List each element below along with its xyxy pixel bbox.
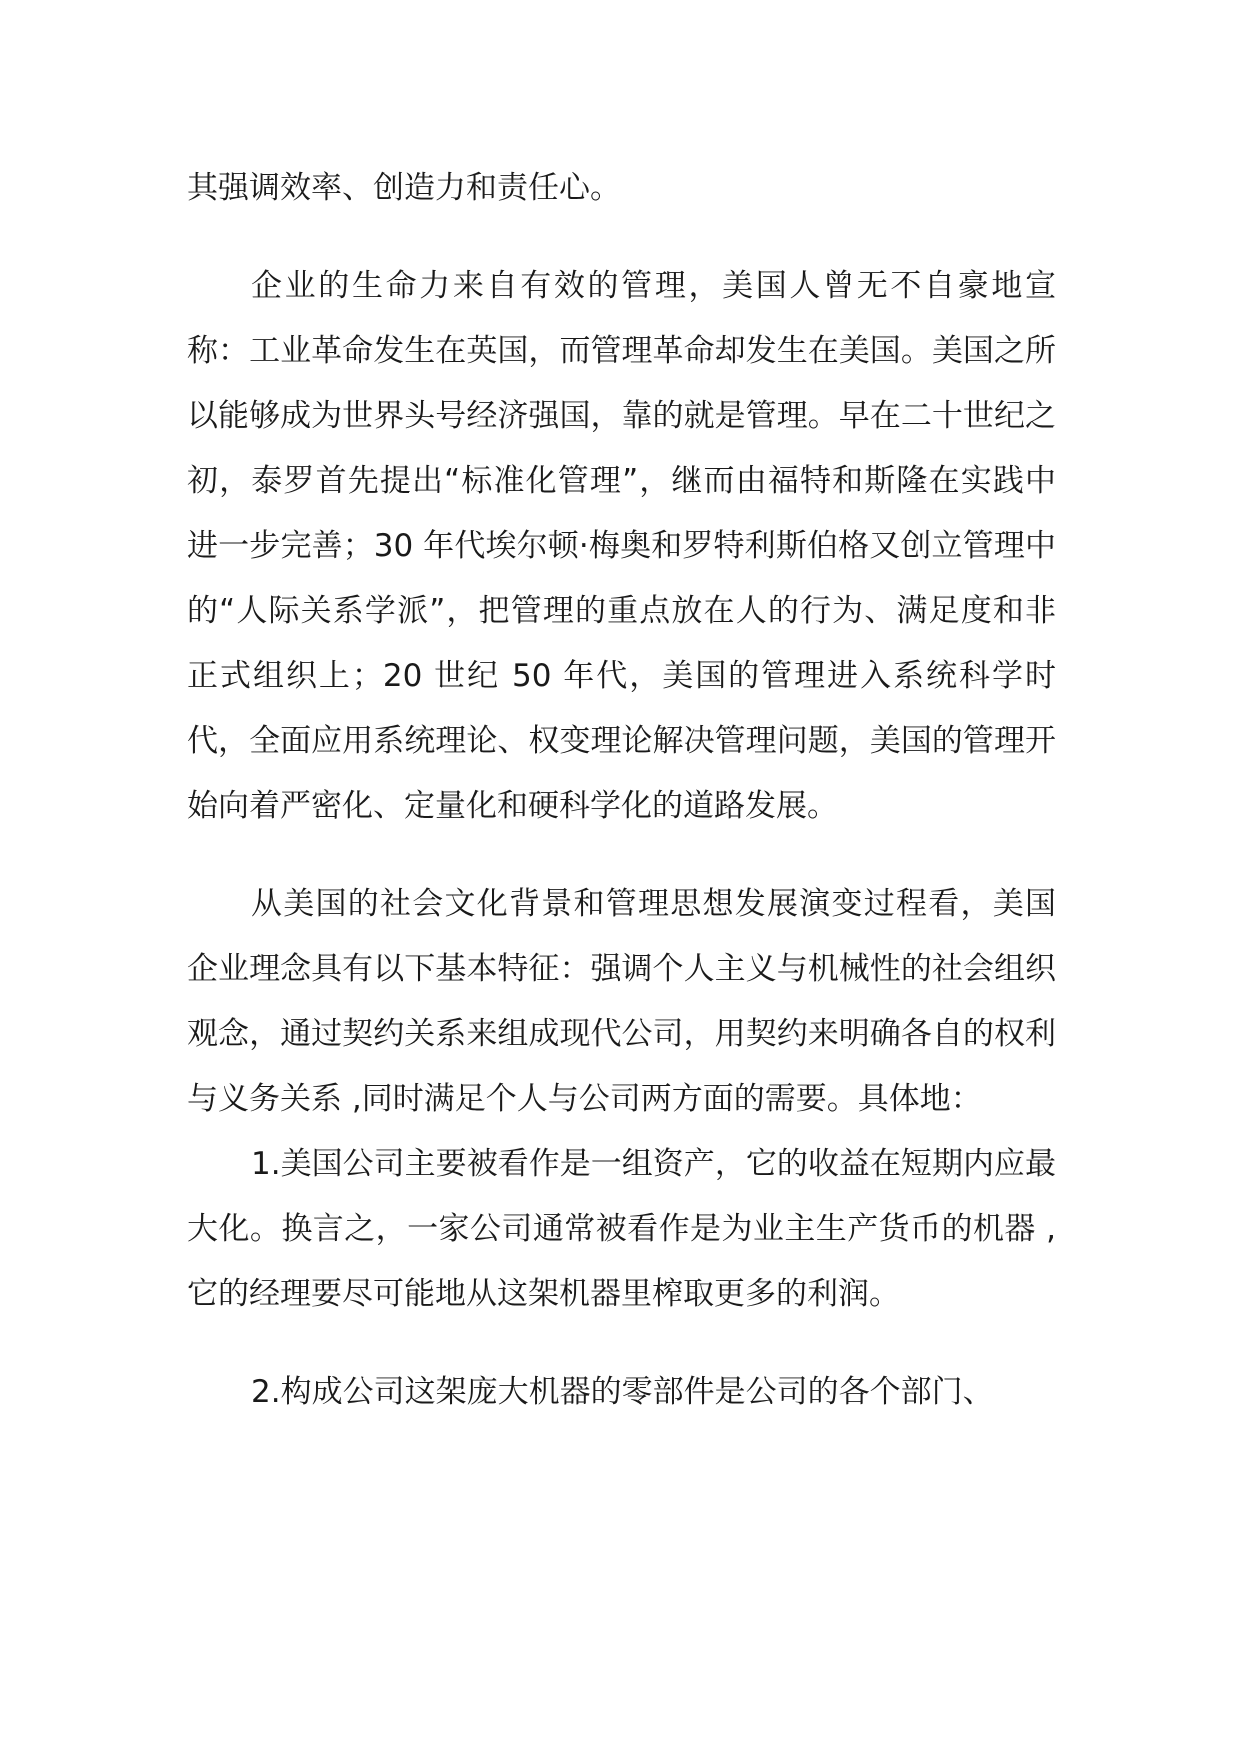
paragraph-point-1: 1.美国公司主要被看作是一组资产，它的收益在短期内应最大化。换言之，一家公司通常被看作是为业主生产货币的机器 ,它的经理要尽可能地从这架机器里榨取更多的利润。 xyxy=(187,1146,1056,1312)
paragraph-management-history: 企业的生命力来自有效的管理，美国人曾无不自豪地宣称：工业革命发生在英国，而管理革命却发生在美国。美国之所以能够成为世界头号经济强国，靠的就是管理。早在二十世纪之初，泰罗首先提出“标准化管理”，继而由福特和斯隆在实践中进一步完善；30 年代埃尔顿·梅奥和罗特利斯伯格又创立管理中的“人际关系学派”，把管理的重点放在人的行为、满足度和非正式组织上；20 世纪 50 年代，美国的管理进入系统科学时代，全面应用系统理论、权变理论解决管理问题，美国的管理开始向着严密化、定量化和硬科学化的道路发展。 xyxy=(187,268,1056,824)
paragraph-continuation: 其强调效率、创造力和责任心。 xyxy=(187,170,621,206)
document-body xyxy=(187,156,1056,1425)
paragraph-enterprise-features: 从美国的社会文化背景和管理思想发展演变过程看，美国企业理念具有以下基本特征：强调个人主义与机械性的社会组织观念，通过契约关系来组成现代公司，用契约来明确各自的权利与义务关系 ,同时满足个人与公司两方面的需要。具体地： xyxy=(187,886,1056,1117)
paragraph-point-2: 2.构成公司这架庞大机器的零部件是公司的各个部门、 xyxy=(251,1374,994,1410)
